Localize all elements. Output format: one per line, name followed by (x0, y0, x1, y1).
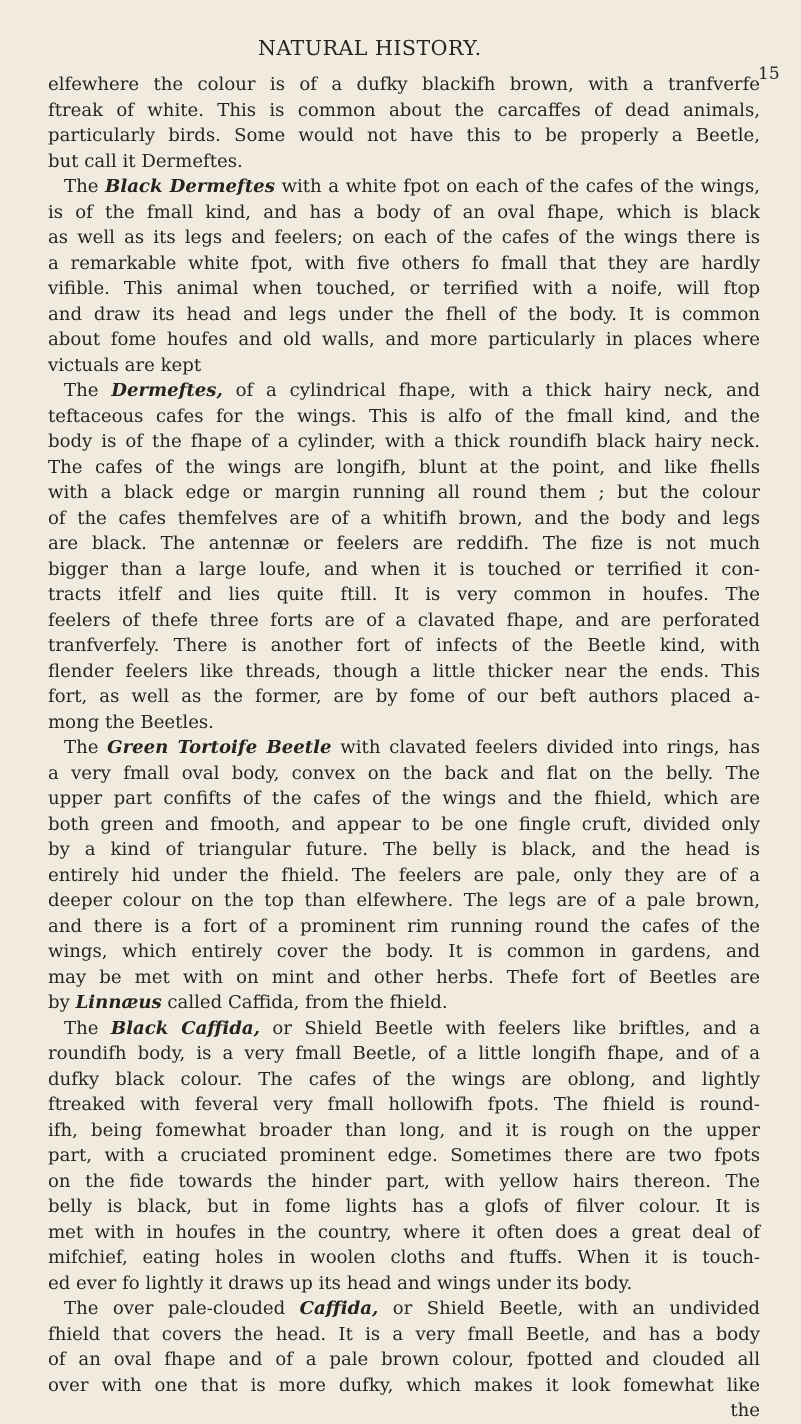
text-run: entirely hid under the fhield. The feelers are pale, only they are of a (48, 864, 760, 886)
text-run: a remarkable white fpot, with five others fo fmall that they are hardly (48, 252, 760, 274)
text-line (48, 659, 760, 685)
text-line (48, 633, 760, 659)
text-line (48, 837, 760, 863)
text-line (48, 1245, 760, 1271)
text-run: belly is black, but in fome lights has a glofs of filver colour. It is (48, 1196, 760, 1217)
text-line (48, 506, 760, 532)
text-line (48, 1398, 760, 1424)
page-number: 15 (758, 64, 780, 84)
text-line (48, 914, 760, 940)
text-run: The (64, 380, 112, 401)
text-line (48, 404, 760, 430)
text-run: wings, which entirely cover the body. It is common in gardens, and (48, 941, 760, 962)
text-run: of an oval fhape and of a pale brown colour, fpotted and clouded all (48, 1349, 760, 1370)
text-run: and draw its head and legs under the fhell of the body. It is common (48, 303, 760, 325)
text-line (48, 1092, 760, 1118)
text-line (48, 684, 760, 710)
text-run: by (48, 992, 76, 1013)
text-run: particularly birds. Some would not have this to be properly a Beetle, (48, 125, 760, 146)
text-line (48, 557, 760, 583)
text-run: both green and fmooth, and appear to be one fingle cruft, divided only (48, 813, 760, 835)
text-run: mong the Beetles. (48, 711, 214, 733)
italic-term: Caffida, (299, 1298, 379, 1319)
text-line (48, 98, 760, 124)
italic-term: Linnæus (75, 992, 162, 1013)
text-run: as well as its legs and feelers; on each of the cafes of the wings there is (48, 227, 760, 248)
text-line (48, 531, 760, 557)
text-line (48, 990, 760, 1016)
text-line (48, 812, 760, 838)
text-run: ftreak of white. This is common about the carcaffes of dead animals, (48, 99, 760, 121)
text-run: on the fide towards the hinder part, with yellow hairs thereon. The (48, 1170, 760, 1192)
text-line (48, 939, 760, 965)
text-run: dufky black colour. The cafes of the wings are oblong, and lightly (48, 1068, 760, 1090)
text-run: The (64, 737, 108, 758)
text-run: roundifh body, is a very fmall Beetle, of a little longifh fhape, and of a (48, 1043, 760, 1064)
text-line (48, 353, 760, 379)
text-line (48, 965, 760, 991)
text-run: ifh, being fomewhat broader than long, and it is rough on the upper (48, 1119, 760, 1141)
text-line (48, 786, 760, 812)
text-line (48, 761, 760, 787)
italic-term: Green Tortoife Beetle (107, 737, 332, 758)
text-line (48, 72, 760, 98)
text-run: may be met with on mint and other herbs. Thefe fort of Beetles are (48, 966, 760, 988)
text-run: bigger than a large loufe, and when it is touched or terrified it con- (48, 558, 760, 580)
text-line (48, 302, 760, 328)
text-line (48, 710, 760, 736)
text-run: over with one that is more dufky, which makes it look fomewhat like (48, 1374, 760, 1396)
text-run: a very fmall oval body, convex on the back and flat on the belly. The (48, 762, 760, 784)
text-line (48, 1373, 760, 1399)
text-run: of a cylindrical fhape, with a thick hairy neck, and (222, 380, 760, 401)
text-run: the (730, 1400, 760, 1421)
text-line (48, 455, 760, 481)
text-line (48, 251, 760, 277)
text-run: with clavated feelers divided into rings, has (331, 737, 760, 758)
text-line (48, 888, 760, 914)
text-line (48, 608, 760, 634)
text-run: tracts itfelf and lies quite ftill. It is very common in houfes. The (48, 584, 760, 605)
text-run: or Shield Beetle, with an undivided (378, 1298, 760, 1319)
text-line (48, 1067, 760, 1093)
text-line (48, 149, 760, 175)
running-header: NATURAL HISTORY. (258, 36, 482, 60)
text-run: feelers of thefe three forts are of a clavated fhape, and are perforated (48, 609, 760, 631)
italic-term: Black Dermeftes (105, 176, 275, 197)
text-run: The (64, 176, 106, 197)
text-line (48, 480, 760, 506)
text-line (48, 1220, 760, 1246)
text-line (48, 1194, 760, 1220)
italic-term: Dermeftes, (111, 380, 223, 401)
text-line (48, 378, 760, 404)
text-line (48, 1296, 760, 1322)
body-text (48, 72, 760, 1424)
text-run: but call it Dermeftes. (48, 150, 243, 172)
text-line (48, 174, 760, 200)
text-line (48, 1118, 760, 1144)
text-line (48, 1322, 760, 1348)
text-run: upper part confifts of the cafes of the wings and the fhield, which are (48, 788, 760, 809)
text-run: vifible. This animal when touched, or terrified with a noife, will ftop (48, 278, 760, 299)
text-line (48, 276, 760, 302)
text-line (48, 1169, 760, 1195)
text-run: The (64, 1017, 111, 1039)
text-run: tranfverfely. There is another fort of infects of the Beetle kind, with (48, 635, 760, 656)
text-run: part, with a cruciated prominent edge. Sometimes there are two fpots (48, 1145, 760, 1166)
text-run: with a white fpot on each of the cafes of the wings, (274, 176, 760, 197)
text-run: fhield that covers the head. It is a very fmall Beetle, and has a body (48, 1323, 760, 1345)
text-run: are black. The antennæ or feelers are reddifh. The fize is not much (48, 533, 760, 554)
text-run: ed ever fo lightly it draws up its head and wings under its body. (48, 1272, 633, 1294)
text-line (48, 582, 760, 608)
text-run: about fome houfes and old walls, and more particularly in places where (48, 329, 760, 350)
text-run: victuals are kept (48, 354, 202, 376)
text-line (48, 1347, 760, 1373)
text-line (48, 200, 760, 226)
text-run: body is of the fhape of a cylinder, with a thick roundifh black hairy neck. (48, 431, 760, 452)
text-line (48, 1041, 760, 1067)
text-line (48, 1016, 760, 1042)
text-run: is of the fmall kind, and has a body of an oval fhape, which is black (48, 201, 760, 223)
text-run: mifchief, eating holes in woolen cloths and ftuffs. When it is touch- (48, 1247, 760, 1268)
text-run: elfewhere the colour is of a dufky blackifh brown, with a tranfverfe (48, 74, 760, 95)
text-line (48, 225, 760, 251)
text-run: and there is a fort of a prominent rim running round the cafes of the (48, 915, 760, 937)
text-run: teftaceous cafes for the wings. This is alfo of the fmall kind, and the (48, 405, 760, 427)
text-run: deeper colour on the top than elfewhere. The legs are of a pale brown, (48, 890, 760, 911)
text-run: of the cafes themfelves are of a whitifh brown, and the body and legs (48, 507, 760, 529)
text-run: met with in houfes in the country, where it often does a great deal of (48, 1221, 760, 1243)
italic-term: Black Caffida, (110, 1017, 260, 1039)
text-line (48, 1271, 760, 1297)
text-run: with a black edge or margin running all round them ; but the colour (48, 482, 760, 503)
text-line (48, 863, 760, 889)
text-run: The over pale-clouded (64, 1298, 300, 1319)
text-run: called Caffida, from the fhield. (161, 992, 448, 1013)
text-line (48, 735, 760, 761)
text-line (48, 123, 760, 149)
text-run: ftreaked with feveral very fmall hollowifh fpots. The fhield is round- (48, 1094, 760, 1115)
text-run: fort, as well as the former, are by fome of our beft authors placed a- (48, 686, 760, 707)
text-run: The cafes of the wings are longifh, blunt at the point, and like fhells (48, 456, 760, 478)
text-run: by a kind of triangular future. The belly is black, and the head is (48, 839, 760, 860)
text-line (48, 429, 760, 455)
text-run: or Shield Beetle with feelers like briftles, and a (259, 1017, 760, 1039)
text-line (48, 327, 760, 353)
text-run: flender feelers like threads, though a little thicker near the ends. This (48, 660, 760, 682)
text-line (48, 1143, 760, 1169)
